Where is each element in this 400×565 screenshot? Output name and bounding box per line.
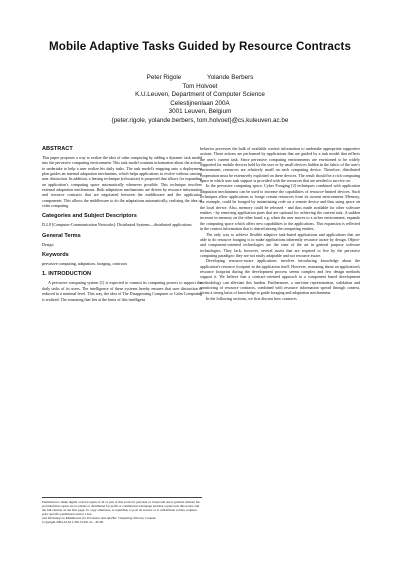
keywords-text: pervasive computing, adaptation, foraging, contracts	[42, 261, 128, 267]
copyright-footnote	[42, 497, 202, 525]
categories-text: D.2.8 [Computer-Communication Networks]: Distributed Systems—distributed applications	[42, 222, 192, 228]
street-address: Celestijnenlaan 200A	[170, 99, 230, 107]
keywords-heading: Keywords	[42, 252, 69, 259]
author-emails: {peter.rigole, yolande.berbers, tom.holvoet}@cs.kuleuven.ac.be	[111, 116, 289, 124]
copyright-notice: Copyright 2004 ACM 1-58113-951-9/... $5.00.	[42, 520, 104, 525]
paper-title: Mobile Adaptive Tasks Guided by Resource Contracts	[49, 40, 351, 53]
author-block	[0, 74, 400, 125]
introduction-text: A pervasive computing system [1] is expected to commit its computing powers to support the daily tasks of its users. The intelligence of these systems hereby ensures that user distraction is reduced to a minimal level. This way, the idea of The Disappearing Computer or Calm Computing is realized. The reasoning that lies at the basis of this intelligent	[42, 280, 202, 302]
introduction-heading: 1. INTRODUCTION	[42, 271, 92, 278]
author-name: Tom Holvoet	[182, 82, 218, 90]
body-paragraph: Developing resource-aware applications involves introducing knowledge about the application's resource footprint in the application itself. However, reasoning about an application's resource footprint during the development process seems complex and few design methods support it. We believe that a contract-oriented approach to a component based development methodology can alleviate this burden. Furthermore, a run-time representation, validation and monitoring of resource contracts, combined with resource information spread through context, forms a strong basis of knowledge to guide foraging and adaptation mechanisms.	[200, 258, 360, 296]
general-terms-heading: General Terms	[42, 232, 81, 239]
left-column	[42, 146, 202, 302]
body-paragraph: In the following sections, we first discuss how contracts	[206, 295, 297, 301]
body-paragraph: The only way to achieve flexible adaptive task-based applications and applications that are able to do resource foraging is to make applications inherently resource aware by design. Object- and component-oriented technologies are the state of the art in general purpose software technologies. They lack, however, several assets that are required to live by the pervasive computing paradigm: they are not easily adaptable and not resource aware.	[200, 231, 360, 258]
right-column	[200, 146, 360, 301]
city-address: 3001 Leuven, Belgium	[168, 108, 232, 115]
affiliation: K.U.Leuven, Department of Computer Science	[135, 91, 265, 98]
author-names	[0, 74, 400, 83]
workshop-notice: 2nd Workshop on Middleware for Pervasive and Ad-Hoc Computing Toronto, Canada	[42, 516, 156, 521]
abstract-heading: ABSTRACT	[42, 146, 73, 152]
body-paragraph: In the pervasive computing space, Cyber Foraging [2] techniques combined with application adaptation mechanisms can be used to increase the capabilities of resource-limited devices. Such techniques allow applications to forage certain resources from its current environment. Memory, for example, could be foraged by instantiating code on a remote device and thus using space on the local device. Also, memory could be released - and thus made available for other software entities - by removing application parts that are optional for achieving the current task. A sudden increase in memory on the other hand, e.g. when the user moves to a richer environment, expands the computing space which offers new capabilities to the applications. This expansion is reflected in the context information that is shared among the computing entities.	[200, 183, 360, 232]
abstract-text: This paper proposes a way to realize the idea of calm computing by adding a dynamic task model into the pervasive computing environment. This task model contains information about the actions to undertake to help a user realize his daily tasks. The task model's mapping onto a deployment plan guides an internal adaptation mechanism, which helps applications to evolve without causing user distraction. In addition, a leasing technique (relocation) is proposed that allows for expanding an application's computing space automatically whenever possible. This technique involves external adaptation mechanisms. Both adaptation mechanisms are driven by resource information and resource contracts that are negotiated between the middleware and the application components. This allows the middleware to do the adaptations automatically, realizing the idea of calm computing.	[42, 155, 202, 209]
author-name: Yolande Berbers	[207, 74, 254, 81]
permission-notice: Permission to make digital or hard copies of all or part of this work for personal or classroom use is granted without fee provided that copies are not made or distributed for profit or commercial advantage and that copies bear this notice and the full citation on the first page. To copy otherwise, to republish, to post on servers or to redistribute to lists, requires prior specific permission and/or a fee.	[42, 500, 200, 517]
general-terms-text: Design	[42, 241, 54, 247]
categories-heading: Categories and Subject Descriptors	[42, 213, 137, 220]
author-name: Peter Rigole	[146, 74, 182, 81]
body-paragraph: behavior processes the bulk of available context information to undertake appropriate supportive actions. These actions are performed by applications that are guided by a task model that reflects the user's current task. Since pervasive computing environments are envisioned to be widely supported for mobile devices held by the user or by small devices hidden in the fabric of the user's environment, resources are relatively small on each computing device. Therefore, distributed cooperation must be extensively exploited on these devices. The result should be a rich computing space in which user task support is provided with the resources that are needed to survive on.	[200, 146, 360, 184]
